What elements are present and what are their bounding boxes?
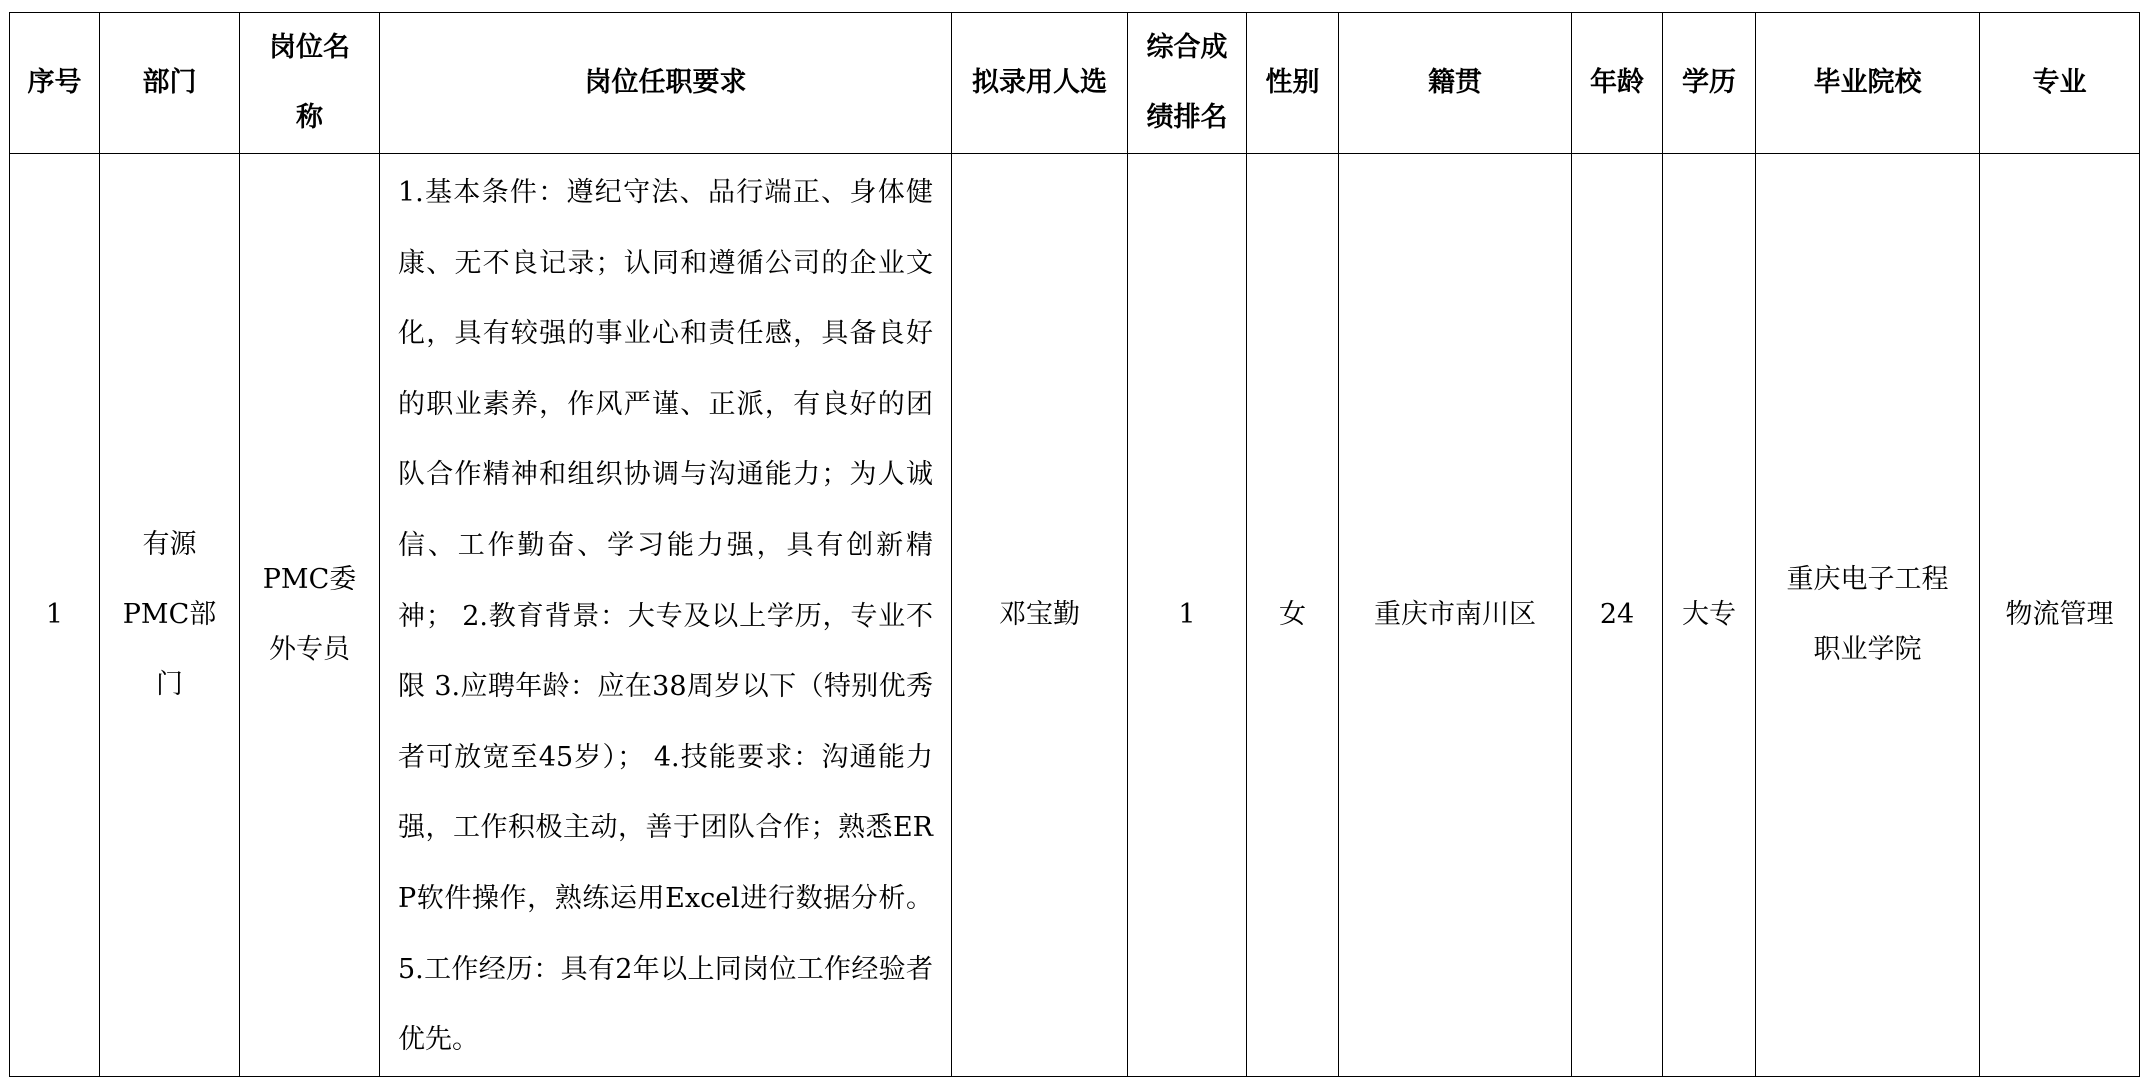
table-header: [10, 13, 2140, 154]
cell-gender: 女: [1247, 154, 1339, 1077]
header-age: 年龄: [1572, 13, 1663, 154]
header-position: 岗位名称: [240, 13, 380, 154]
cell-education: 大专: [1663, 154, 1756, 1077]
table-row: [10, 154, 2140, 1077]
cell-requirements: [380, 154, 952, 1077]
header-requirements: 岗位任职要求: [380, 13, 952, 154]
cell-age: 24: [1572, 154, 1663, 1077]
header-hometown: 籍贯: [1339, 13, 1572, 154]
header-education: 学历: [1663, 13, 1756, 154]
header-candidate: 拟录用人选: [952, 13, 1128, 154]
header-department: 部门: [100, 13, 240, 154]
table-body: [10, 154, 2140, 1077]
header-major: 专业: [1980, 13, 2140, 154]
header-index: 序号: [10, 13, 100, 154]
header-row: [10, 13, 2140, 154]
cell-position: PMC委外专员: [240, 154, 380, 1077]
cell-hometown: 重庆市南川区: [1339, 154, 1572, 1077]
recruitment-table: [9, 12, 2140, 1077]
header-ranking: 综合成绩排名: [1128, 13, 1247, 154]
cell-major: 物流管理: [1980, 154, 2140, 1077]
cell-department: 有源PMC部门: [100, 154, 240, 1077]
header-gender: 性别: [1247, 13, 1339, 154]
requirements-text: 1.基本条件：遵纪守法、品行端正、身体健康、无不良记录；认同和遵循公司的企业文化，具有较强的事业心和责任感，具备良好的职业素养，作风严谨、正派，有良好的团队合作精神和组织协调与沟通能力；为人诚信、工作勤奋、学习能力强，具有创新精神； 2.教育背景：大专及以上学历，专业不限 3.应聘年龄：应在38周岁以下（特别优秀者可放宽至45岁）； 4.技能要求：沟通能力强，工作积极主动，善于团队合作；熟悉ERP软件操作，熟练运用Excel进行数据分析。 5.工作经历：具有2年以上同岗位工作经验者优先。: [398, 177, 933, 1056]
cell-index: 1: [10, 154, 100, 1077]
cell-school: 重庆电子工程职业学院: [1756, 154, 1980, 1077]
cell-candidate: 邓宝勤: [952, 154, 1128, 1077]
cell-ranking: 1: [1128, 154, 1247, 1077]
header-school: 毕业院校: [1756, 13, 1980, 154]
